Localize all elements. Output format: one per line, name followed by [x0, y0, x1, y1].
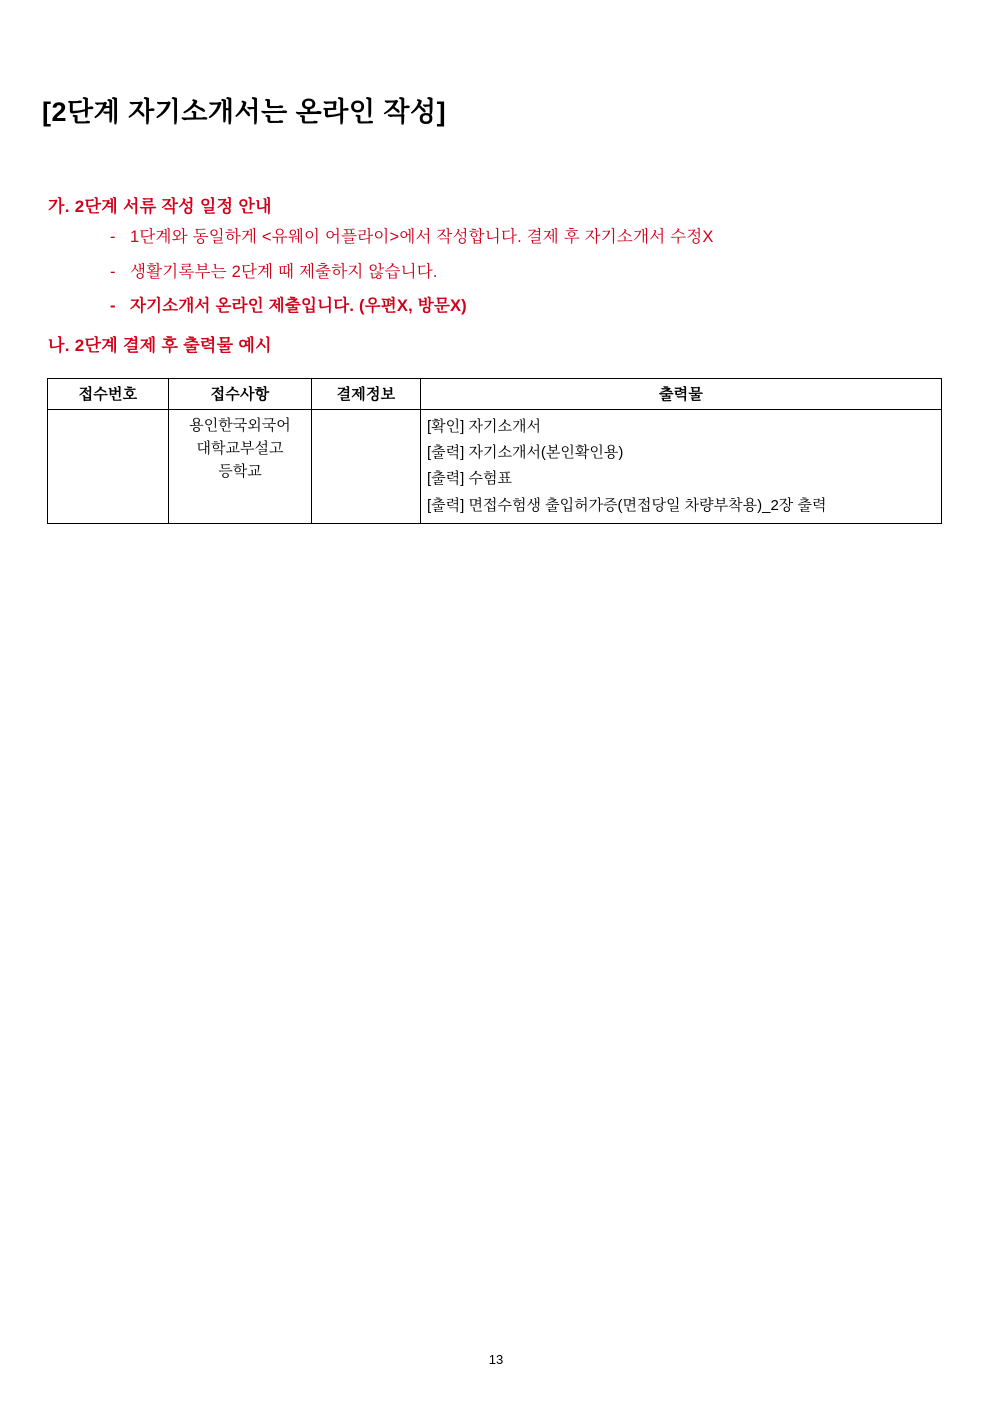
page-number: 13	[488, 1352, 504, 1367]
table-header-row	[48, 378, 942, 409]
table-body	[48, 409, 942, 523]
table-row	[48, 409, 942, 523]
printout-line: [출력] 수험표	[427, 470, 512, 488]
column-header-receipt-number: 접수번호	[48, 378, 169, 409]
list-item	[110, 296, 944, 317]
list-item	[110, 227, 944, 248]
printout-line: [출력] 면접수험생 출입허가증(면접당일 차량부착용)_2장 출력	[427, 496, 827, 514]
column-header-payment-info: 결제정보	[312, 378, 421, 409]
column-header-receipt-info: 접수사항	[169, 378, 312, 409]
receipt-info-line-3: 등학교	[218, 463, 262, 481]
section-b-heading: 나. 2단계 결제 후 출력물 예시	[48, 335, 272, 355]
printouts-table	[47, 378, 942, 524]
column-header-printouts: 출력물	[421, 378, 942, 409]
printout-line: [출력] 자기소개서(본인확인용)	[427, 444, 624, 462]
title-spacer	[42, 130, 944, 192]
page-title: [2단계 자기소개서는 온라인 작성]	[42, 97, 447, 127]
cell-receipt-number	[48, 409, 169, 523]
table-header	[48, 378, 942, 409]
cell-receipt-info	[169, 409, 312, 523]
list-item	[110, 262, 944, 283]
cell-printouts	[421, 409, 942, 523]
list-item-label: 생활기록부는 2단계 때 제출하지 않습니다.	[130, 262, 438, 281]
dash-marker: -	[110, 262, 116, 281]
receipt-info-line-1: 용인한국외국어	[189, 416, 291, 434]
list-item-label: 1단계와 동일하게 <유웨이 어플라이>에서 작성합니다. 결제 후 자기소개서 수정X	[130, 228, 714, 247]
section-a-heading: 가. 2단계 서류 작성 일정 안내	[48, 197, 272, 217]
section-a-bullets	[42, 227, 944, 317]
dash-marker: -	[110, 228, 116, 247]
receipt-info-line-2: 대학교부설고	[196, 440, 284, 458]
cell-payment-info	[312, 409, 421, 523]
dash-marker: -	[110, 297, 116, 316]
list-item-label: 자기소개서 온라인 제출입니다. (우편X, 방문X)	[130, 297, 467, 316]
printout-line: [확인] 자기소개서	[427, 417, 541, 435]
